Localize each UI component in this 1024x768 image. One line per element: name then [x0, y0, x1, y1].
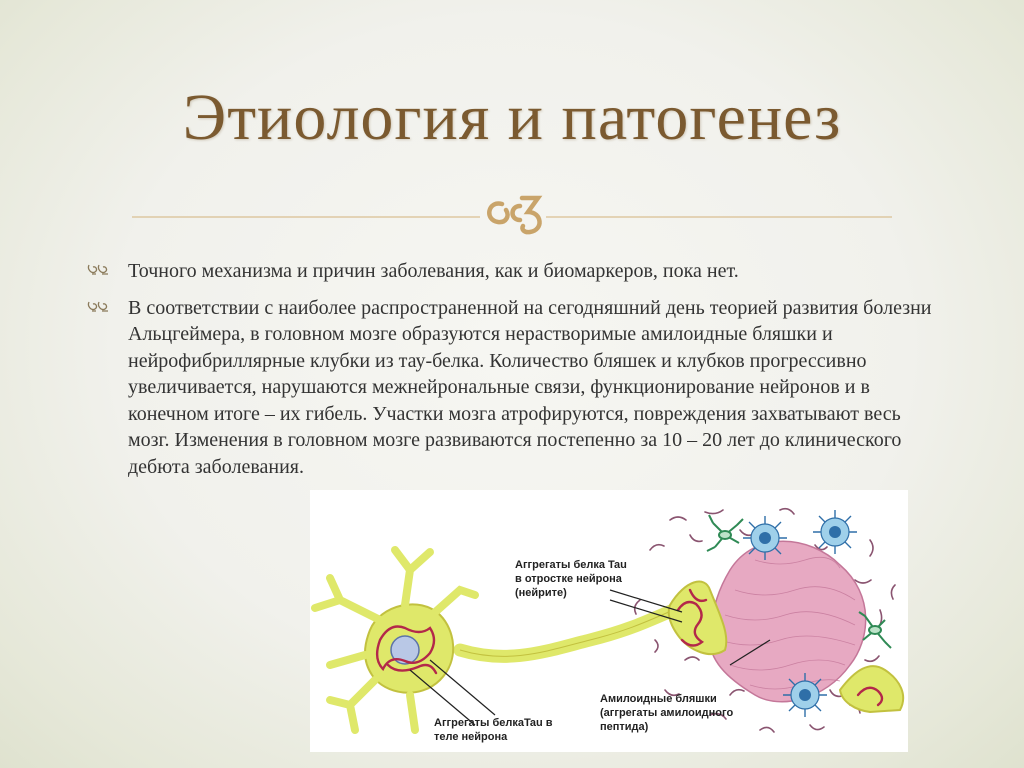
title-divider — [132, 190, 892, 240]
bullet-item — [86, 295, 936, 481]
ornament-icon — [489, 198, 539, 232]
bullet-swirl-icon — [86, 299, 110, 313]
slide-title: Этиология и патогенез — [182, 81, 842, 154]
bullet-text: В соответствии с наиболее распространенной на сегодняшний день теорией развития болезни Альцгеймера, в головном мозге образуются нерастворимые амилоидные бляшки и нейрофибриллярные клубки из тау-белка. Количество бляшек и клубков прогрессивно увеличивается, нарушаются межнейрональные связи, функционирование нейронов и в конечном итоге – их гибель. Участки мозга атрофируются, повреждения захватывают весь мозг. Изменения в головном мозге развиваются постепенно за 10 – 20 лет до клинического дебюта заболевания. — [128, 296, 932, 478]
axon — [460, 608, 678, 656]
label-tau-body: Аггрегаты белкаTau в теле нейрона — [434, 717, 553, 743]
bullet-swirl-icon — [86, 262, 110, 276]
bullet-text: Точного механизма и причин заболевания, как и биомаркеров, пока нет. — [128, 260, 739, 282]
axon-terminal — [669, 582, 727, 655]
neuron-illustration — [310, 490, 908, 752]
amyloid-plaque — [709, 541, 865, 702]
bullet-item — [86, 258, 936, 285]
label-amyloid-plaques: Амилоидные бляшки (аггрегаты амилоидного пептида) — [600, 693, 734, 733]
bullet-list — [86, 258, 936, 490]
label-tau-neurite: Аггрегаты белка Tau в отростке нейрона (нейрите) — [515, 559, 627, 599]
